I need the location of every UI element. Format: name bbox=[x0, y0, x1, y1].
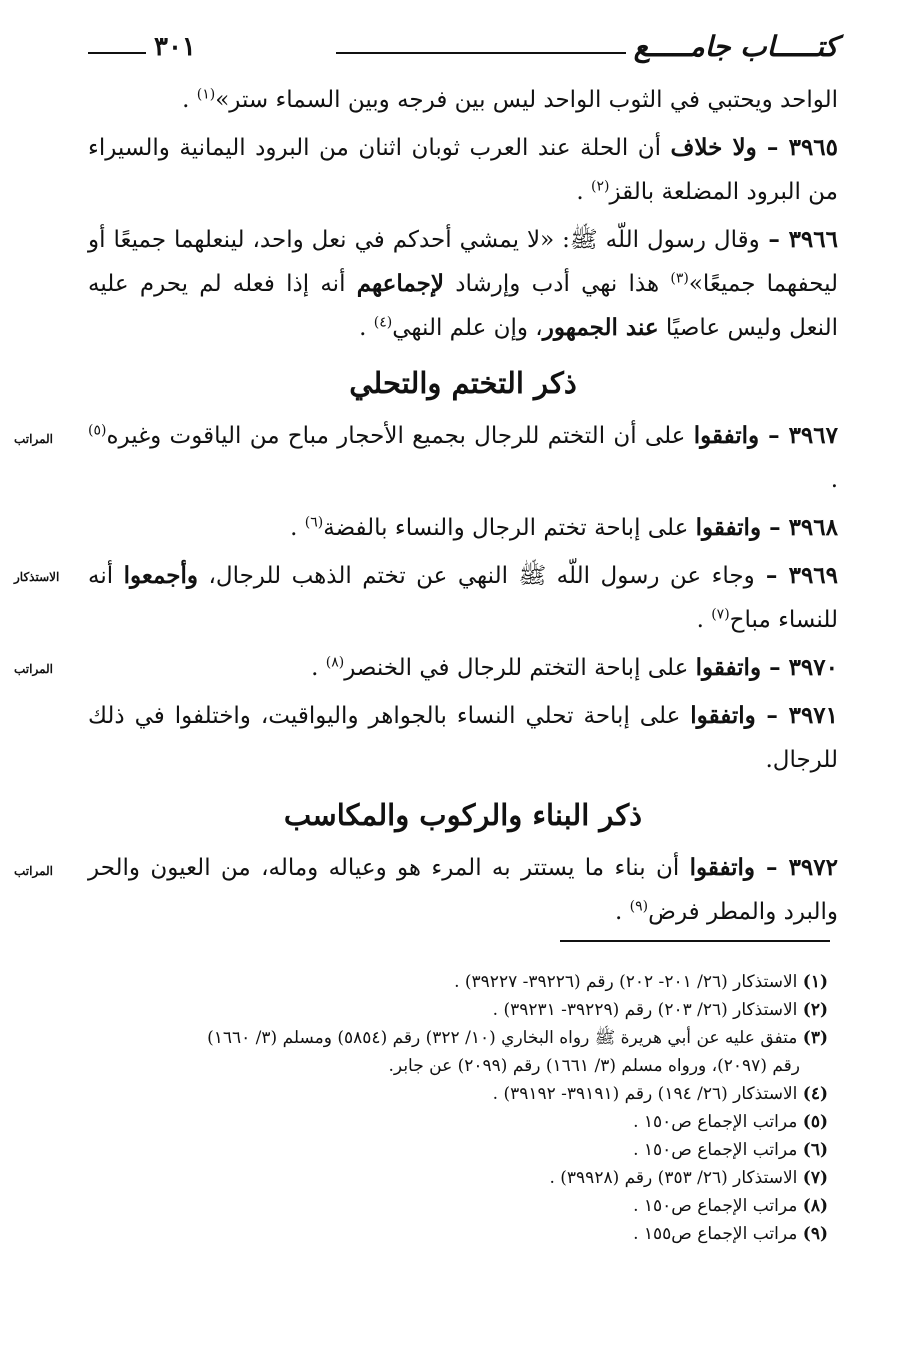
footnote-text: الاستذكار (٢٦/ ١٩٤) رقم (٣٩١٩١- ٣٩١٩٢) . bbox=[492, 1084, 798, 1104]
footnote-number: (٣) bbox=[802, 1028, 828, 1048]
paragraph-end: . bbox=[359, 315, 374, 341]
header-rule-left bbox=[88, 52, 146, 54]
entry-dash: – bbox=[755, 854, 789, 881]
paragraph-3967 bbox=[88, 414, 838, 502]
paragraph-end: . bbox=[290, 515, 305, 541]
lead-phrase: واتفقوا bbox=[695, 654, 762, 681]
bold-phrase: عند الجمهور bbox=[542, 314, 659, 341]
footnote-1 bbox=[88, 968, 828, 996]
footnote-ref[interactable]: (٣) bbox=[670, 270, 689, 287]
entry-dash: – bbox=[761, 654, 789, 681]
footnote-ref[interactable]: (٨) bbox=[325, 654, 345, 671]
paragraph-3971 bbox=[88, 694, 838, 782]
paragraph-text: أنه إذا فعله لم يحرم عليه النعل وليس عاصيًا bbox=[88, 271, 838, 341]
entry-number: ٣٩٦٩ bbox=[788, 562, 839, 589]
footnote-number: (١) bbox=[802, 972, 828, 992]
lead-phrase: واتفقوا bbox=[690, 702, 756, 729]
lead-phrase: واتفقوا bbox=[695, 514, 762, 541]
entry-number: ٣٩٧٢ bbox=[788, 854, 838, 881]
paragraph-end: . bbox=[696, 607, 712, 633]
paragraph-text: أن بناء ما يستتر به المرء هو وعياله وماله، من العيون والحر والبرد والمطر فرض bbox=[88, 855, 838, 925]
entry-number: ٣٩٦٧ bbox=[788, 422, 838, 449]
paragraph-text: هذا نهي أدب وإرشاد bbox=[443, 271, 671, 297]
running-title: كتـــــاب جامـــــع bbox=[633, 30, 838, 63]
footnote-2 bbox=[88, 996, 828, 1024]
footnote-7 bbox=[88, 1164, 828, 1192]
footnote-text: الاستذكار (٢٦/ ٢٠١- ٢٠٢) رقم (٣٩٢٢٦- ٣٩٢٢٧) . bbox=[454, 972, 798, 992]
footnote-number: (٦) bbox=[802, 1140, 828, 1160]
entry-number: ٣٩٧١ bbox=[788, 702, 839, 729]
paragraph-text: أنه للنساء مباح bbox=[88, 563, 838, 633]
entry-number: ٣٩٦٦ bbox=[788, 226, 838, 253]
entry-number: ٣٩٦٨ bbox=[788, 514, 838, 541]
footnote-separator bbox=[560, 940, 830, 942]
footnote-text: مراتب الإجماع ص١٥٥ . bbox=[633, 1224, 798, 1244]
footnote-text: الاستذكار (٢٦/ ٣٥٣) رقم (٣٩٩٢٨) . bbox=[549, 1168, 798, 1188]
entry-dash: – bbox=[759, 226, 789, 253]
section-heading-rings: ذكر التختم والتحلي bbox=[349, 366, 577, 400]
paragraph-text: على إباحة تختم الرجال والنساء بالفضة bbox=[323, 515, 696, 541]
bold-phrase: وأجمعوا bbox=[123, 562, 198, 589]
footnote-text: الاستذكار (٢٦/ ٢٠٣) رقم (٣٩٢٢٩- ٣٩٢٣١) . bbox=[492, 1000, 798, 1020]
page-number: ٣٠١ bbox=[154, 32, 196, 62]
footnote-3 bbox=[88, 1024, 828, 1052]
footnote-number: (٧) bbox=[802, 1168, 828, 1188]
main-text bbox=[88, 78, 838, 934]
footnote-ref[interactable]: (٦) bbox=[304, 514, 324, 531]
paragraph-text: على أن التختم للرجال بجميع الأحجار مباح من الياقوت وغيره bbox=[106, 423, 694, 449]
entry-number: ٣٩٧٠ bbox=[788, 654, 838, 681]
footnote-number: (٢) bbox=[802, 1000, 828, 1020]
section-heading-building: ذكر البناء والركوب والمكاسب bbox=[283, 798, 643, 832]
paragraph-end: . bbox=[830, 467, 838, 493]
entry-dash: – bbox=[756, 134, 789, 161]
footnote-number: (٩) bbox=[802, 1224, 828, 1244]
footnote-4 bbox=[88, 1080, 828, 1108]
footnote-5 bbox=[88, 1108, 828, 1136]
margin-note-istidhkar: الاستذكار bbox=[14, 570, 60, 584]
paragraph-3969 bbox=[88, 554, 838, 642]
bold-phrase: لإجماعهم bbox=[356, 270, 444, 297]
paragraph-end: . bbox=[615, 899, 630, 925]
lead-phrase: ولا خلاف bbox=[670, 134, 757, 161]
paragraph-text: أن الحلة عند العرب ثوبان اثنان من البرود اليمانية والسيراء من البرود المضلعة بالقز bbox=[88, 135, 838, 205]
footnote-number: (٨) bbox=[802, 1196, 828, 1216]
paragraph-text: ، وإن علم النهي bbox=[392, 315, 543, 341]
entry-dash: – bbox=[755, 702, 789, 729]
entry-dash: – bbox=[754, 562, 789, 589]
footnote-text: مراتب الإجماع ص١٥٠ . bbox=[633, 1196, 798, 1216]
margin-note-maratib: المراتب bbox=[14, 864, 54, 878]
paragraph-3970 bbox=[88, 646, 838, 690]
paragraph-end: . bbox=[182, 87, 197, 113]
footnote-9 bbox=[88, 1220, 828, 1248]
footnote-text: مراتب الإجماع ص١٥٠ . bbox=[633, 1112, 798, 1132]
lead-phrase: واتفقوا bbox=[689, 854, 756, 881]
paragraph-end: . bbox=[576, 179, 591, 205]
paragraph-text: على إباحة التختم للرجال في الخنصر bbox=[344, 655, 696, 681]
paragraph-text: وقال رسول اللّه ﷺ: «لا يمشي أحدكم في نعل واحد، لينعلهما جميعًا أو ليحفهما جميعًا» bbox=[88, 227, 839, 297]
footnote-ref[interactable]: (٢) bbox=[590, 178, 610, 195]
footnote-number: (٤) bbox=[802, 1084, 828, 1104]
header-rule-middle bbox=[336, 52, 626, 54]
entry-dash: – bbox=[759, 422, 789, 449]
footnotes bbox=[88, 968, 828, 1248]
page-header bbox=[88, 30, 838, 70]
footnote-ref[interactable]: (٩) bbox=[629, 898, 649, 915]
footnote-ref[interactable]: (٥) bbox=[88, 422, 107, 439]
footnote-number: (٥) bbox=[802, 1112, 828, 1132]
paragraph-3965 bbox=[88, 126, 838, 214]
paragraph-text: الواحد ويحتبي في الثوب الواحد ليس بين فرجه وبين السماء ستر» bbox=[215, 87, 838, 113]
lead-phrase: واتفقوا bbox=[693, 422, 760, 449]
footnote-6 bbox=[88, 1136, 828, 1164]
footnote-8 bbox=[88, 1192, 828, 1220]
footnote-ref[interactable]: (٤) bbox=[373, 314, 393, 331]
entry-number: ٣٩٦٥ bbox=[788, 134, 839, 161]
paragraph-3972 bbox=[88, 846, 838, 934]
paragraph-continuation bbox=[88, 78, 838, 122]
entry-dash: – bbox=[761, 514, 789, 541]
paragraph-text: على إباحة تحلي النساء بالجواهر واليواقيت، واختلفوا في ذلك للرجال. bbox=[88, 703, 838, 773]
paragraph-text: وجاء عن رسول اللّه ﷺ النهي عن تختم الذهب للرجال، bbox=[197, 563, 755, 589]
paragraph-3968 bbox=[88, 506, 838, 550]
margin-note-maratib: المراتب bbox=[14, 662, 54, 676]
paragraph-end: . bbox=[311, 655, 326, 681]
footnote-text: مراتب الإجماع ص١٥٠ . bbox=[633, 1140, 798, 1160]
footnote-text: رقم (٢٠٩٧)، ورواه مسلم (٣/ ١٦٦١) رقم (٢٠٩٩) عن جابر. bbox=[388, 1056, 800, 1076]
footnote-3-continuation bbox=[88, 1052, 828, 1080]
footnote-ref[interactable]: (٧) bbox=[711, 606, 730, 623]
footnote-text: متفق عليه عن أبي هريرة ﷺ رواه البخاري (١٠/ ٣٢٢) رقم (٥٨٥٤) ومسلم (٣/ ١٦٦٠) bbox=[207, 1028, 798, 1048]
margin-note-maratib: المراتب bbox=[14, 432, 54, 446]
footnote-ref[interactable]: (١) bbox=[196, 86, 216, 103]
paragraph-3966 bbox=[88, 218, 838, 350]
